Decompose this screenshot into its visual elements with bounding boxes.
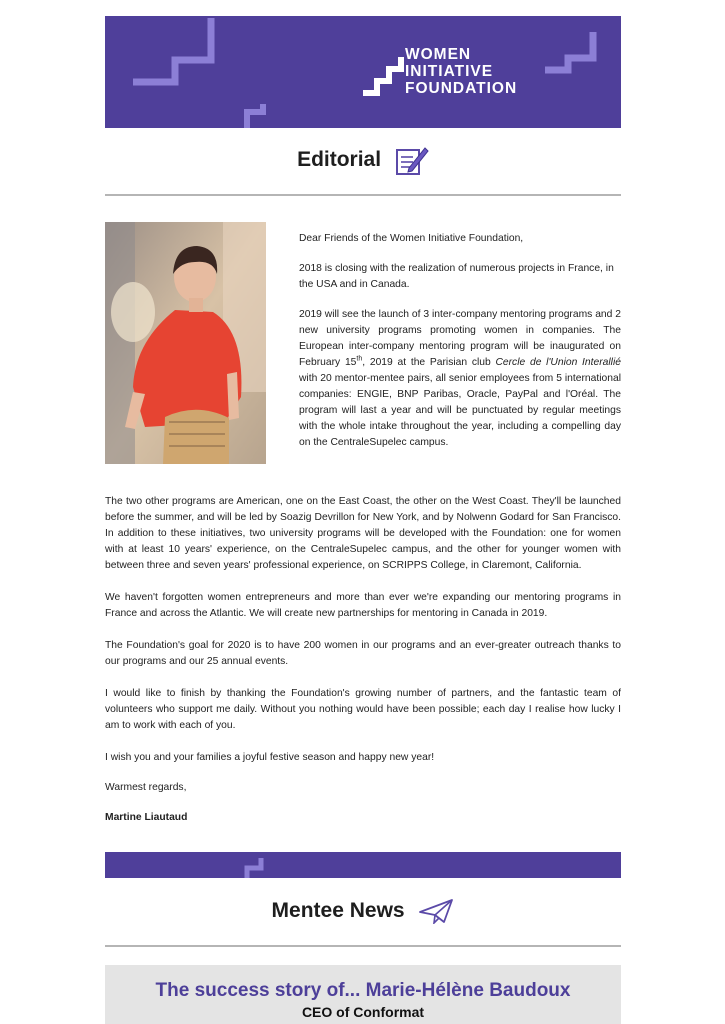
divider	[105, 945, 621, 947]
paragraph-2-part-c: with 20 mentor-mentee pairs, all senior employees from 5 international companies: ENGIE, BNP Paribas, Oracle, PayPal and l'Oréal. The program will last a year and will be punctuated by regular meetings with the whole intake throughout the year, including a compelling day on the CentraleSupelec campus.	[299, 373, 621, 448]
header-banner	[105, 16, 621, 128]
success-story-card	[105, 965, 621, 1024]
mentee-news-heading	[105, 898, 621, 924]
section-separator-banner	[105, 852, 621, 878]
notepad-pencil-icon	[395, 144, 429, 176]
paragraph-7: I wish you and your families a joyful festive season and happy new year!	[105, 752, 435, 763]
signature: Martine Liautaud	[105, 812, 188, 823]
logo-line-2: INITIATIVE	[405, 63, 494, 80]
paragraph-6: I would like to finish by thanking the Foundation's growing number of partners, and the fantastic team of volunteers who support me daily. Without you nothing would have been possible; each day I realise how lucky I am to work with each of you.	[105, 688, 621, 731]
editorial-body	[105, 494, 621, 842]
divider	[105, 194, 621, 196]
paragraph-2-sup: th	[356, 355, 363, 363]
banner-decoration	[105, 852, 621, 878]
paper-plane-icon	[418, 898, 454, 924]
paragraph-1: 2018 is closing with the realization of numerous projects in France, in the USA and in Canada.	[299, 263, 614, 290]
greeting: Dear Friends of the Women Initiative Foundation,	[299, 233, 524, 244]
logo-mark-icon	[363, 43, 411, 101]
editorial-intro	[299, 231, 621, 465]
editorial-title: Editorial	[297, 148, 382, 171]
paragraph-2-part-a: 2019 will see the launch of 3 inter-company mentoring programs and 2 new university programs promoting women in companies. The European inter-company mentoring program will be inaugurated on February 15	[299, 309, 621, 368]
paragraph-4: We haven't forgotten women entrepreneurs and more than ever we're expanding our mentoring programs in France and across the Atlantic. We will create new partnerships for mentoring in Canada in 2019.	[105, 592, 621, 619]
paragraph-2	[299, 307, 621, 451]
paragraph-2-part-b: , 2019 at the Parisian club	[362, 357, 496, 368]
mentee-news-title: Mentee News	[271, 899, 405, 922]
success-story-title: The success story of... Marie-Hélène Baudoux	[155, 980, 571, 1001]
paragraph-3: The two other programs are American, one on the East Coast, the other on the West Coast. They'll be launched before the summer, and will be led by Soazig Devrillon for New York, and by Nolwenn Godard for San Francisco. In addition to these initiatives, two university programs will be developed with the Foundation: one for women with at least 10 years' experience, on the CentraleSupelec campus, and the other for younger women with between three and seven years' professional experience, on SCRIPPS College, in Claremont, California.	[105, 496, 621, 571]
success-story-subtitle: CEO of Conformat	[301, 1004, 425, 1020]
club-name: Cercle de l'Union Interallié	[495, 357, 621, 368]
foundation-logo	[363, 41, 518, 103]
logo-line-1: WOMEN	[405, 46, 472, 63]
portrait-photo	[105, 222, 266, 464]
closing: Warmest regards,	[105, 782, 187, 793]
logo-line-3: FOUNDATION	[405, 80, 518, 97]
paragraph-5: The Foundation's goal for 2020 is to have 200 women in our programs and an ever-greater outreach thanks to our programs and our 25 annual events.	[105, 640, 621, 667]
editorial-heading	[105, 144, 621, 176]
